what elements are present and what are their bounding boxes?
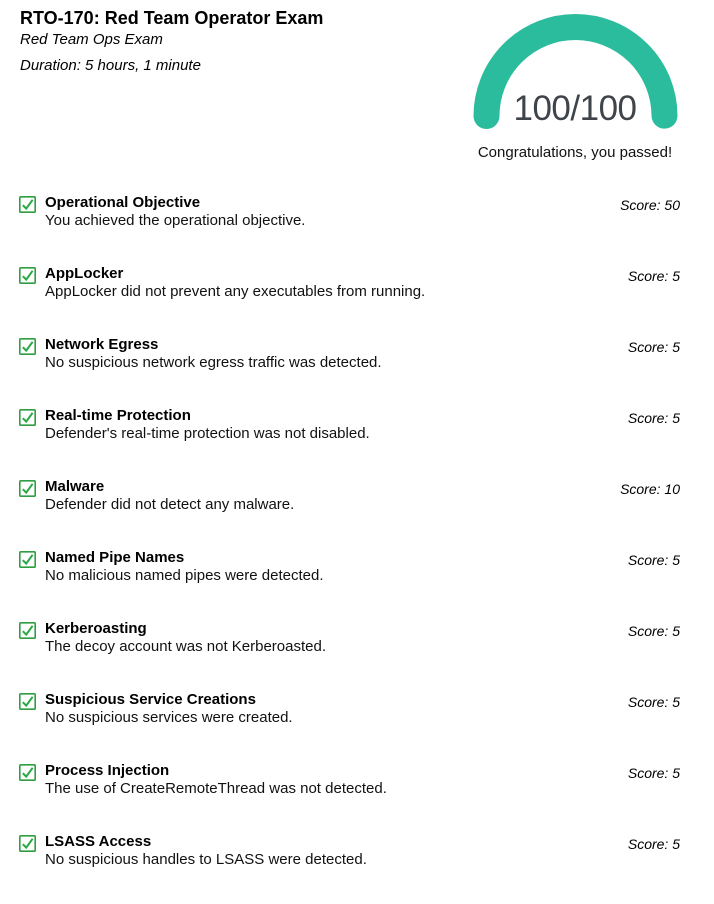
- result-score: Score: 5: [627, 765, 680, 781]
- checked-checkbox-icon: [19, 551, 36, 568]
- result-title: Process Injection: [45, 762, 170, 779]
- result-score: Score: 5: [627, 552, 680, 568]
- result-row: [19, 336, 680, 407]
- checked-checkbox-icon: [19, 764, 36, 781]
- result-description: No suspicious services were created.: [45, 709, 293, 726]
- result-title: Network Egress: [45, 336, 159, 353]
- result-score: Score: 5: [627, 694, 680, 710]
- page-title: RTO-170: Red Team Operator Exam: [20, 8, 324, 28]
- results-list: [19, 194, 680, 904]
- result-title: Operational Objective: [45, 194, 201, 211]
- result-row: [19, 407, 680, 478]
- result-description: The decoy account was not Kerberoasted.: [45, 638, 327, 655]
- exam-duration: Duration: 5 hours, 1 minute: [20, 57, 201, 74]
- result-title: Malware: [45, 478, 105, 495]
- result-score: Score: 5: [627, 268, 680, 284]
- result-description: You achieved the operational objective.: [45, 212, 306, 229]
- result-row: [19, 833, 680, 904]
- result-title: Kerberoasting: [45, 620, 147, 637]
- result-score: Score: 5: [627, 410, 680, 426]
- result-text: [45, 620, 628, 656]
- checked-checkbox-icon: [19, 480, 36, 497]
- result-score: Score: 5: [627, 623, 680, 639]
- result-description: No suspicious handles to LSASS were detected.: [45, 851, 367, 868]
- result-description: Defender's real-time protection was not disabled.: [45, 425, 370, 442]
- score-gauge: [455, 5, 695, 161]
- result-text: [45, 265, 628, 301]
- result-score: Score: 10: [620, 481, 680, 497]
- result-row: [19, 691, 680, 762]
- result-description: The use of CreateRemoteThread was not detected.: [45, 780, 387, 797]
- result-text: [45, 478, 620, 514]
- result-title: Real-time Protection: [45, 407, 191, 424]
- exam-subtitle: Red Team Ops Exam: [20, 31, 163, 48]
- result-text: [45, 549, 628, 585]
- checked-checkbox-icon: [19, 267, 36, 284]
- result-score: Score: 50: [620, 197, 680, 213]
- result-text: [45, 833, 628, 869]
- result-score: Score: 5: [627, 339, 680, 355]
- result-text: [45, 194, 620, 230]
- result-title: Named Pipe Names: [45, 549, 185, 566]
- gauge-score-value: 100/100: [513, 89, 637, 128]
- checked-checkbox-icon: [19, 835, 36, 852]
- checked-checkbox-icon: [19, 409, 36, 426]
- result-text: [45, 691, 628, 727]
- result-description: Defender did not detect any malware.: [45, 496, 295, 513]
- result-title: AppLocker: [45, 265, 124, 282]
- checked-checkbox-icon: [19, 196, 36, 213]
- result-title: Suspicious Service Creations: [45, 691, 256, 708]
- pass-message: Congratulations, you passed!: [477, 144, 673, 161]
- result-text: [45, 762, 628, 798]
- checked-checkbox-icon: [19, 338, 36, 355]
- result-row: [19, 762, 680, 833]
- result-row: [19, 478, 680, 549]
- checked-checkbox-icon: [19, 622, 36, 639]
- result-row: [19, 549, 680, 620]
- result-description: No suspicious network egress traffic was detected.: [45, 354, 382, 371]
- result-row: [19, 194, 680, 265]
- result-title: LSASS Access: [45, 833, 152, 850]
- result-row: [19, 620, 680, 691]
- result-description: No malicious named pipes were detected.: [45, 567, 324, 584]
- checked-checkbox-icon: [19, 693, 36, 710]
- result-text: [45, 407, 628, 443]
- result-score: Score: 5: [627, 836, 680, 852]
- result-description: AppLocker did not prevent any executables from running.: [45, 283, 426, 300]
- result-row: [19, 265, 680, 336]
- result-text: [45, 336, 628, 372]
